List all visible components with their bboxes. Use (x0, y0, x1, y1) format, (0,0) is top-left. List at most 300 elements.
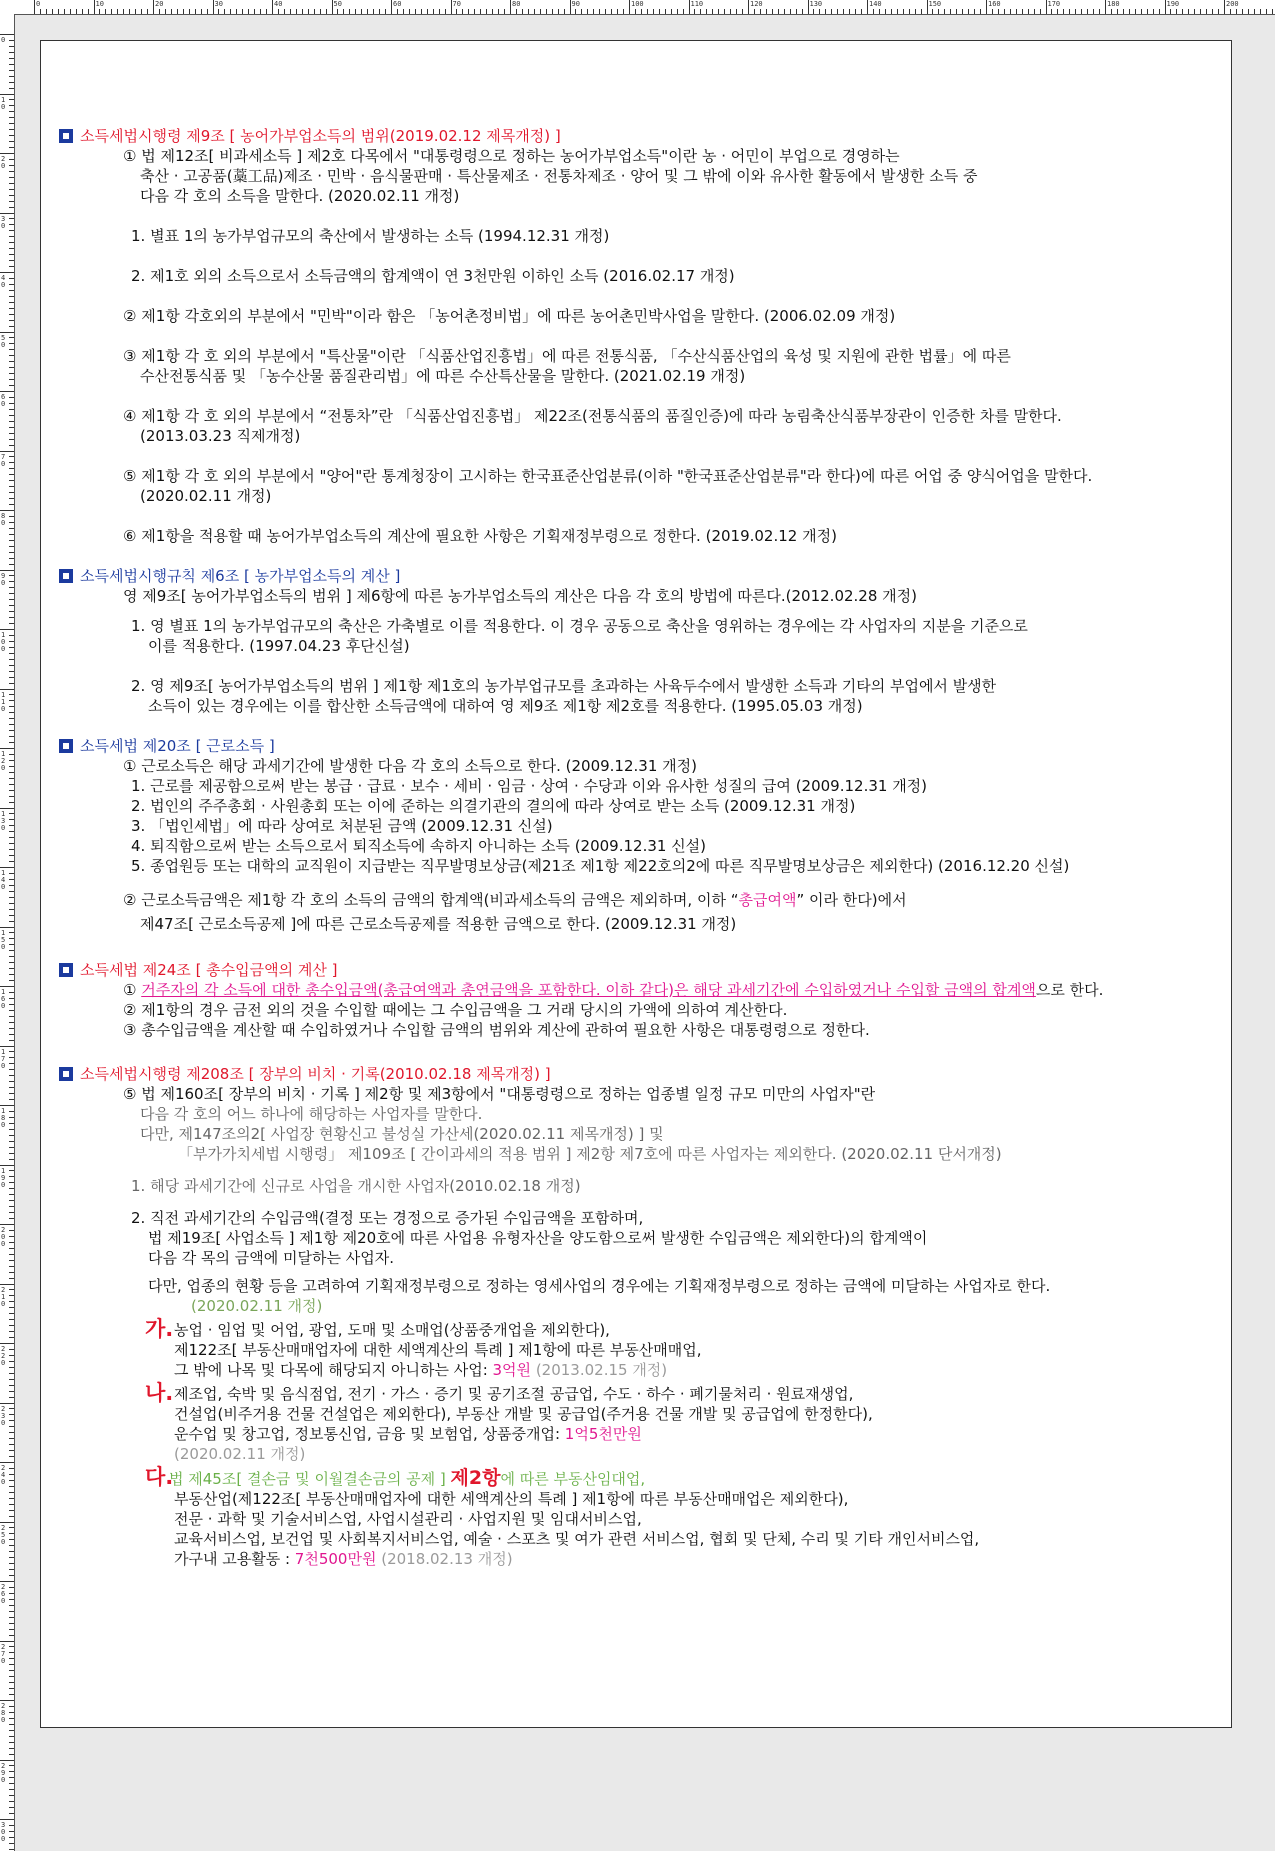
ruler-tick (9, 790, 14, 791)
ruler-tick (956, 9, 957, 14)
ruler-tick (974, 9, 975, 14)
ruler-label: 190 (1, 1166, 6, 1189)
ruler-tick (1170, 9, 1171, 14)
list-item: 2. 법인의 주주총회 · 사원총회 또는 이에 준하는 의결기관의 결의에 따라 상여로 받는 소득 (2009.12.31 개정) (131, 797, 856, 815)
ruler-tick (9, 159, 14, 160)
ruler-tick (9, 492, 14, 493)
ruler-tick (9, 1355, 14, 1356)
ruler-tick (9, 230, 14, 231)
ruler-tick (0, 986, 14, 987)
ruler-tick (9, 456, 14, 457)
ruler-label: 200 (1226, 0, 1239, 8)
ruler-tick (9, 177, 14, 178)
ruler-tick (564, 9, 565, 14)
ruler-tick (9, 1605, 14, 1606)
ruler-tick (9, 1218, 14, 1219)
ruler-tick (1004, 9, 1005, 14)
ruler-tick (9, 1593, 14, 1594)
ruler-tick (9, 462, 14, 463)
ruler-tick (76, 9, 77, 14)
paragraph-line: 다음 각 호의 어느 하나에 해당하는 사업자를 말한다. (140, 1105, 483, 1123)
ruler-tick (9, 932, 14, 933)
ruler-tick (9, 546, 14, 547)
ruler-tick (9, 1301, 14, 1302)
ruler-tick (367, 9, 368, 14)
ruler-tick (9, 1468, 14, 1469)
ruler-tick (9, 290, 14, 291)
ruler-tick (9, 189, 14, 190)
ruler-label: 50 (333, 0, 342, 8)
ruler-tick (0, 1641, 14, 1642)
list-item: 4. 퇴직함으로써 받는 소득으로서 퇴직소득에 속하지 아니하는 소득 (2009.12.31 신설) (131, 837, 707, 855)
ruler-tick (9, 236, 14, 237)
ruler-tick (9, 1783, 14, 1784)
paragraph-line: 그 밖에 나목 및 다목에 해당되지 아니하는 사업: 3억원 (2013.02.15 개정) (174, 1361, 668, 1379)
list-item: 소득이 있는 경우에는 이를 합산한 소득금액에 대하여 영 제9조 제1항 제2호를 적용한다. (1995.05.03 개정) (148, 697, 863, 715)
ruler-tick (415, 9, 416, 14)
ruler-tick (9, 623, 14, 624)
ruler-tick (9, 653, 14, 654)
ruler-tick (9, 1230, 14, 1231)
ruler-tick (64, 9, 65, 14)
ruler-tick (254, 9, 255, 14)
ruler-tick (980, 9, 981, 14)
ruler-tick (9, 1010, 14, 1011)
ruler-tick (0, 272, 14, 273)
ruler-tick (492, 9, 493, 14)
ruler-tick (9, 1200, 14, 1201)
ruler-tick (9, 1117, 14, 1118)
ruler-tick (0, 1581, 14, 1582)
ruler-tick (0, 1165, 14, 1166)
ruler-tick (825, 9, 826, 14)
ruler-tick (1117, 9, 1118, 14)
ruler-tick (9, 861, 14, 862)
ruler-tick (9, 1295, 14, 1296)
ruler-tick (1182, 9, 1183, 14)
ruler-tick (9, 915, 14, 916)
ruler-tick (326, 9, 327, 14)
ruler-tick (320, 9, 321, 14)
ruler-tick (34, 0, 35, 14)
ruler-label: 40 (1, 274, 6, 289)
ruler-tick (748, 0, 749, 14)
ruler-tick (117, 9, 118, 14)
ruler-tick (9, 76, 14, 77)
ruler-tick (9, 1331, 14, 1332)
ruler-tick (9, 1664, 14, 1665)
ruler-tick (843, 9, 844, 14)
list-item: 1. 해당 과세기간에 신규로 사업을 개시한 사업자(2010.02.18 개정) (131, 1177, 581, 1195)
ruler-tick (480, 9, 481, 14)
paragraph-line: ④ 제1항 각 호 외의 부분에서 “전통차”란 「식품산업진흥법」 제22조(전통식품의 품질인증)에 따라 농림축산식품부장관이 인증한 차를 말한다. (123, 407, 1062, 425)
ruler-tick (802, 9, 803, 14)
square-bullet-icon (59, 963, 73, 977)
ruler-tick (1248, 9, 1249, 14)
ruler-tick (474, 9, 475, 14)
ruler-tick (105, 9, 106, 14)
amount: 7천500만원 (294, 1550, 377, 1568)
ruler-tick (510, 0, 511, 14)
ruler-tick (754, 9, 755, 14)
ruler-tick (9, 165, 14, 166)
ruler-tick (349, 9, 350, 14)
ruler-tick (0, 808, 14, 809)
ruler-tick (9, 974, 14, 975)
ruler-tick (9, 1492, 14, 1493)
ruler-tick (9, 760, 14, 761)
square-bullet-icon (59, 129, 73, 143)
ruler-tick (587, 9, 588, 14)
ruler-tick (879, 9, 880, 14)
ruler-tick (9, 111, 14, 112)
ruler-tick (9, 1825, 14, 1826)
ruler-tick (343, 9, 344, 14)
ruler-tick (9, 183, 14, 184)
ruler-tick (1200, 9, 1201, 14)
ruler-tick (1212, 9, 1213, 14)
paragraph-line: (2013.03.23 직제개정) (140, 427, 301, 445)
ruler-tick (9, 1135, 14, 1136)
ruler-tick (9, 1724, 14, 1725)
ruler-tick (647, 9, 648, 14)
ruler-tick (9, 605, 14, 606)
ruler-tick (623, 9, 624, 14)
ruler-tick (9, 659, 14, 660)
ruler-label: 110 (1, 690, 6, 713)
ruler-tick (909, 9, 910, 14)
paragraph-line: 교육서비스업, 보건업 및 사회복지서비스업, 예술 · 스포츠 및 여가 관련 서비스업, 협회 및 단체, 수리 및 기타 개인서비스업, (174, 1530, 980, 1548)
ruler-tick (9, 1313, 14, 1314)
ruler-tick (9, 879, 14, 880)
ruler-tick (9, 70, 14, 71)
ruler-tick (9, 1456, 14, 1457)
ruler-tick (9, 772, 14, 773)
ruler-label: 130 (809, 0, 823, 8)
ruler-tick (355, 9, 356, 14)
ruler-tick (9, 831, 14, 832)
ruler-label: 170 (1047, 0, 1061, 8)
ruler-tick (1176, 9, 1177, 14)
ruler-tick (9, 171, 14, 172)
ruler-tick (9, 409, 14, 410)
ruler-tick (397, 9, 398, 14)
ruler-label: 150 (1, 928, 6, 951)
paragraph-line: 운수업 및 창고업, 정보통신업, 금융 및 보험업, 상품중개업: 1억5천만원 (174, 1425, 642, 1443)
list-item: 1. 영 별표 1의 농가부업규모의 축산은 가축별로 이를 적용한다. 이 경우 공동으로 축산을 영위하는 경우에는 각 사업자의 지분을 기준으로 (131, 617, 1028, 635)
ruler-tick (9, 1432, 14, 1433)
ruler-label: 180 (1107, 0, 1120, 8)
ruler-tick (9, 754, 14, 755)
ruler-tick (796, 9, 797, 14)
ruler-tick (9, 1319, 14, 1320)
ruler-tick (9, 712, 14, 713)
ruler-tick (296, 9, 297, 14)
ruler-tick (9, 694, 14, 695)
ruler-tick (9, 1367, 14, 1368)
ruler-tick (867, 0, 868, 14)
ruler-tick (9, 480, 14, 481)
ruler-tick (9, 1129, 14, 1130)
ruler-tick (1057, 9, 1058, 14)
sub-item-ga (59, 1317, 1209, 1380)
ruler-tick (9, 891, 14, 892)
ruler-tick (677, 9, 678, 14)
ruler-tick (290, 9, 291, 14)
paragraph-line: 제조업, 숙박 및 음식점업, 전기 · 가스 · 증기 및 공기조절 공급업, 수도 · 하수 · 폐기물처리 · 원료재생업, (174, 1385, 854, 1403)
paragraph-line: 전문 · 과학 및 기술서비스업, 사업시설관리 · 사업지원 및 임대서비스업, (174, 1510, 642, 1528)
ruler-tick (0, 213, 14, 214)
ruler-tick (9, 1188, 14, 1189)
ruler-tick (9, 1159, 14, 1160)
ruler-tick (9, 1153, 14, 1154)
ruler-tick (9, 909, 14, 910)
ruler-tick (9, 1111, 14, 1112)
ruler-tick (9, 700, 14, 701)
ruler-tick (724, 9, 725, 14)
ruler-tick (730, 9, 731, 14)
ruler-tick (1165, 0, 1166, 14)
ruler-tick (1105, 0, 1106, 14)
ruler-tick (831, 9, 832, 14)
ruler-tick (1010, 9, 1011, 14)
ruler-tick (266, 9, 267, 14)
ruler-label: 170 (1, 1047, 6, 1070)
ruler-tick (1087, 9, 1088, 14)
ruler-tick (9, 1795, 14, 1796)
ruler-tick (9, 474, 14, 475)
ruler-label: 180 (1, 1107, 6, 1129)
ruler-tick (9, 1289, 14, 1290)
ruler-tick (9, 1765, 14, 1766)
ruler-tick (462, 9, 463, 14)
ruler-label: 30 (214, 0, 223, 8)
list-item: 2. 제1호 외의 소득으로서 소득금액의 합계액이 연 3천만원 이하인 소득 (2016.02.17 개정) (131, 267, 735, 285)
ruler-tick (9, 224, 14, 225)
ruler-tick (391, 0, 392, 14)
ruler-tick (1093, 9, 1094, 14)
ruler-tick (9, 486, 14, 487)
ruler-tick (570, 0, 571, 14)
amount: 3억원 (492, 1361, 532, 1379)
ruler-label: 240 (1, 1464, 6, 1486)
ruler-tick (629, 0, 630, 14)
ruler-tick (9, 308, 14, 309)
ruler-label: 200 (1, 1226, 6, 1248)
ruler-tick (260, 9, 261, 14)
ruler-tick (9, 1789, 14, 1790)
paragraph-line: 가구내 고용활동 : 7천500만원 (2018.02.13 개정) (174, 1550, 513, 1568)
ruler-tick (9, 1260, 14, 1261)
ruler-tick (9, 1391, 14, 1392)
ruler-tick (9, 683, 14, 684)
ruler-tick (9, 1081, 14, 1082)
ruler-tick (891, 9, 892, 14)
ruler-tick (468, 9, 469, 14)
ruler-tick (9, 718, 14, 719)
ruler-tick (99, 9, 100, 14)
ruler-tick (9, 855, 14, 856)
section-title: 소득세법시행령 제9조 [ 농어가부업소득의 범위(2019.02.12 제목개정) ] (80, 127, 561, 145)
ruler-tick (9, 534, 14, 535)
list-item: 1. 근로를 제공함으로써 받는 봉급 · 급료 · 보수 · 세비 · 임금 · 상여 · 수당과 이와 유사한 성질의 급여 (2009.12.31 개정) (131, 777, 928, 795)
ruler-tick (665, 9, 666, 14)
ruler-tick (9, 1057, 14, 1058)
ruler-tick (700, 9, 701, 14)
emphasis-text: 제2항 (450, 1467, 501, 1489)
ruler-tick (9, 1480, 14, 1481)
paragraph-line: 부동산업(제122조[ 부동산매매업자에 대한 세액계산의 특례 ] 제1항에 따른 부동산매매업은 제외한다), (174, 1490, 849, 1508)
ruler-tick (361, 9, 362, 14)
section-title: 소득세법시행령 제208조 [ 장부의 비치 · 기록(2010.02.18 제목개정) ] (80, 1065, 551, 1083)
ruler-tick (9, 647, 14, 648)
ruler-tick (808, 0, 809, 14)
ruler-tick (427, 9, 428, 14)
ruler-tick (0, 1462, 14, 1463)
ruler-tick (9, 1426, 14, 1427)
ruler-tick (165, 9, 166, 14)
ruler-tick (9, 575, 14, 576)
ruler-tick (9, 956, 14, 957)
ruler-tick (915, 9, 916, 14)
ruler-tick (9, 1599, 14, 1600)
ruler-tick (9, 1510, 14, 1511)
ruler-tick (1266, 9, 1267, 14)
ruler-tick (9, 1266, 14, 1267)
ruler-tick (9, 1670, 14, 1671)
ruler-label: 220 (1, 1345, 6, 1367)
ruler-tick (659, 9, 660, 14)
ruler-tick (9, 367, 14, 368)
ruler-tick (9, 117, 14, 118)
ruler-tick (1236, 9, 1237, 14)
ruler-label: 70 (452, 0, 461, 8)
ruler-label: 120 (1, 750, 6, 772)
ruler-tick (1063, 9, 1064, 14)
ruler-tick (9, 1040, 14, 1041)
ruler-tick (332, 0, 333, 14)
ruler-tick (9, 736, 14, 737)
section-income-tax-act-art20 (59, 736, 1209, 934)
paragraph-line: 다만, 제147조의2[ 사업장 현황신고 불성실 가산세(2020.02.11 제목개정) ] 및 (140, 1125, 664, 1143)
ruler-tick (1230, 9, 1231, 14)
ruler-tick (9, 813, 14, 814)
ruler-tick (9, 1569, 14, 1570)
ruler-tick (248, 9, 249, 14)
ruler-tick (486, 9, 487, 14)
ruler-tick (9, 1438, 14, 1439)
ruler-tick (611, 9, 612, 14)
ruler-tick (9, 1551, 14, 1552)
ruler-tick (9, 635, 14, 636)
ruler-tick (9, 540, 14, 541)
paragraph-line: 법 제45조[ 결손금 및 이월결손금의 공제 ] 제2항에 따른 부동산임대업, (169, 1467, 646, 1489)
ruler-tick (546, 9, 547, 14)
ruler-tick (9, 1736, 14, 1737)
ruler-tick (0, 570, 14, 571)
ruler-tick (9, 1682, 14, 1683)
ruler-tick (1272, 9, 1273, 14)
ruler-tick (0, 1700, 14, 1701)
ruler-tick (9, 1676, 14, 1677)
ruler-tick (9, 581, 14, 582)
ruler-tick (308, 9, 309, 14)
ruler-tick (1099, 9, 1100, 14)
paragraph-line: ① 거주자의 각 소득에 대한 총수입금액(총급여액과 총연금액을 포함한다. 이하 같다)은 해당 과세기간에 수입하였거나 수입할 금액의 합계액으로 한다. (123, 981, 1104, 999)
ruler-tick (9, 980, 14, 981)
ruler-tick (123, 9, 124, 14)
item-marker: 나. (145, 1381, 174, 1405)
ruler-tick (885, 9, 886, 14)
paragraph-line: ⑥ 제1항을 적용할 때 농어가부업소득의 계산에 필요한 사항은 기획재정부령으로 정한다. (2019.02.12 개정) (123, 527, 837, 545)
ruler-tick (1224, 0, 1225, 14)
ruler-tick (9, 599, 14, 600)
paragraph-line: 제122조[ 부동산매매업자에 대한 세액계산의 특례 ] 제1항에 따른 부동산매매업, (174, 1341, 702, 1359)
ruler-tick (409, 9, 410, 14)
ruler-tick (0, 153, 14, 154)
ruler-tick (9, 1849, 14, 1850)
ruler-tick (9, 706, 14, 707)
ruler-tick (0, 748, 14, 749)
ruler-tick (9, 373, 14, 374)
paragraph-line: 영 제9조[ 농어가부업소득의 범위 ] 제6항에 따른 농가부업소득의 계산은 다음 각 호의 방법에 따른다.(2012.02.28 개정) (123, 587, 917, 605)
ruler-tick (837, 9, 838, 14)
section-income-tax-rule-art6 (59, 566, 1209, 716)
ruler-tick (9, 1248, 14, 1249)
ruler-tick (1051, 9, 1052, 14)
ruler-tick (9, 1718, 14, 1719)
ruler-tick (1129, 9, 1130, 14)
ruler-label: 80 (1, 512, 6, 527)
paragraph-line: ③ 총수입금액을 계산할 때 수입하였거나 수입할 금액의 범위와 계산에 관하여 필요한 사항은 대통령령으로 정한다. (123, 1021, 870, 1039)
ruler-tick (504, 9, 505, 14)
ruler-label: 290 (1, 1761, 6, 1784)
ruler-tick (1022, 9, 1023, 14)
list-item: 1. 별표 1의 농가부업규모의 축산에서 발생하는 소득 (1994.12.31 개정) (131, 227, 610, 245)
ruler-tick (1188, 9, 1189, 14)
ruler-tick (1206, 9, 1207, 14)
ruler-tick (932, 9, 933, 14)
ruler-tick (1159, 9, 1160, 14)
ruler-tick (1147, 9, 1148, 14)
ruler-tick (1242, 9, 1243, 14)
ruler-tick (0, 34, 14, 35)
ruler-tick (0, 1760, 14, 1761)
ruler-tick (9, 1373, 14, 1374)
ruler-tick (736, 9, 737, 14)
square-bullet-icon (59, 1067, 73, 1081)
ruler-tick (52, 9, 53, 14)
ruler-tick (9, 1379, 14, 1380)
ruler-tick (9, 88, 14, 89)
ruler-tick (9, 1051, 14, 1052)
ruler-tick (9, 564, 14, 565)
ruler-tick (0, 1046, 14, 1047)
ruler-tick (9, 802, 14, 803)
ruler-tick (9, 195, 14, 196)
ruler-tick (9, 1801, 14, 1802)
ruler-tick (9, 498, 14, 499)
ruler-tick (9, 439, 14, 440)
proviso-line: 다만, 업종의 현황 등을 고려하여 기획재정부령으로 정하는 영세사업의 경우에는 기획재정부령으로 정하는 금액에 미달하는 사업자로 한다. (148, 1277, 1051, 1295)
ruler-tick (9, 427, 14, 428)
ruler-tick (9, 1533, 14, 1534)
ruler-tick (641, 9, 642, 14)
ruler-tick (88, 9, 89, 14)
ruler-tick (0, 451, 14, 452)
ruler-tick (1046, 0, 1047, 14)
ruler-tick (1081, 9, 1082, 14)
